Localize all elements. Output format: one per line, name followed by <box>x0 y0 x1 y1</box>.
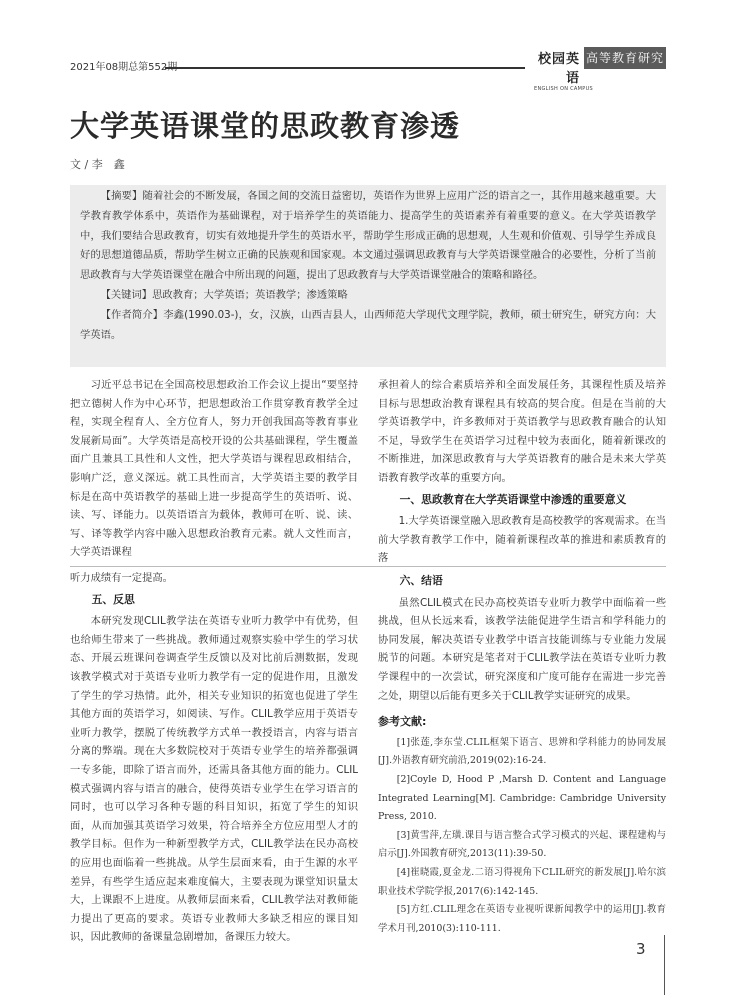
continued-text: 听力成绩有一定提高。 <box>70 572 173 584</box>
section-heading-5: 五、反思 <box>91 592 135 606</box>
abstract-keywords: 【关键词】思政教育；大学英语；英语教学；渗透策略 <box>100 288 348 301</box>
page-number: 3 <box>636 940 646 958</box>
intro-paragraph: 习近平总书记在全国高校思想政治工作会议上提出“要坚持把立德树人作为中心环节，把思想政治工作贯穿教育教学全过程，实现全程育人、全方位育人，努力开创我国高等教育事业发展新局面”。大学英语是高校开设的公共基础课程，学生覆盖面广且兼具工具性和人文性，把大学英语与课程思政相结合，影响广泛，意义深远。就工具性而言，大学英语主要的教学目标是在高中英语教学的基础上进一步提高学生的英语听、说、读、写、译能力。以英语语言为载体，教师可在听、说、读、写、译等教学内容中融入思想政治教育元素。就人文性而言，大学英语课程 <box>70 379 358 559</box>
section-label: 高等教育研究 <box>584 47 666 69</box>
reflection-paragraph: 本研究发现CLIL教学法在英语专业听力教学中有优势，但也给师生带来了一些挑战。教师通过观察实验中学生的学习状态、开展云班课问卷调查学生反馈以及对比前后测数据，发现该教学模式对于英语专业听力教学有一定的促进作用，且激发了学生的学习热情。此外，相关专业知识的拓宽也促进了学生其他方面的英语学习，如阅读、写作。CLIL教学应用于英语专业听力教学，摆脱了传统教学方式单一教授语言，内容与语言分离的弊端。现在大多数院校对于英语专业学生的培养都强调一专多能，即除了语言而外，还需具备其他方面的能力。CLIL模式强调内容与语言的融合，使得英语专业学生在学习语言的同时，也可以学习各种专题的科目知识，拓宽了学生的知识面，从而加强其英语学习效果，符合培养全方位应用型人才的教学目标。但作为一种新型教学方式，CLIL教学法在民办高校的应用也面临着一些挑战。从学生层面来看，由于生源的水平差异，有些学生适应起来难度偏大，主要表现为课堂知识量太大，上课跟不上进度。从教师层面来看，CLIL教学法对教师能力提出了更高的要求。英语专业教师大多缺乏相应的课目知识，因此教师的备课量急剧增加，备课压力较大。 <box>70 615 358 944</box>
reference-item: [4]崔晓霞,夏金龙.二语习得视角下CLIL研究的新发展[J].哈尔滨职业技术学院学报,2017(6):142-145. <box>378 866 666 897</box>
brand-name: 校园英语 <box>537 52 580 86</box>
upper-right-column <box>378 376 666 568</box>
intro-continued: 承担着人的综合素质培养和全面发展任务，其课程性质及培养目标与思想政治教育课程具有较高的契合度。但是在当前的大学英语教学中，许多教师对于英语教学与思政教育融合的认知不足，导致学生在英语学习过程中较为表面化，随着新课改的不断推进，加深思政教育与大学英语教育的融合是未来大学英语教育教学改革的重要方向。 <box>378 379 666 484</box>
upper-left-column <box>70 376 358 562</box>
reference-item: [1]张莲,李东莹.CLIL框架下语言、思辨和学科能力的协同发展[J].外语教育研究前沿,2019(02):16-24. <box>378 736 666 767</box>
footer-rule <box>664 935 665 995</box>
section-heading-6: 六、结语 <box>399 574 443 587</box>
article-title: 大学英语课堂的思政教育渗透 <box>70 109 461 143</box>
conclusion-paragraph: 虽然CLIL模式在民办高校英语专业听力教学中面临着一些挑战，但从长远来看，该教学法能促进学生语言和学科能力的协同发展，解决英语专业教学中语言技能训练与专业能力发展脱节的问题。本研究是笔者对于CLIL教学法在英语专业听力教学课程中的一次尝试，研究深度和广度可能存在需进一步完善之处，期望以后能有更多关于CLIL教学实证研究的成果。 <box>378 596 666 702</box>
issue-info: 2021年08期总第552期 <box>70 62 178 73</box>
lower-right-column <box>378 569 666 938</box>
author-bio: 【作者简介】李鑫(1990.03-)，女，汉族，山西吉县人，山西师范大学现代文理学院，教师，硕士研究生，研究方向：大学英语。 <box>80 308 656 341</box>
brand-subtitle: ENGLISH ON CAMPUS <box>534 86 593 92</box>
references-heading: 参考文献: <box>378 715 427 729</box>
abstract-summary: 【摘要】随着社会的不断发展，各国之间的交流日益密切，英语作为世界上应用广泛的语言之一，其作用越来越重要。大学教育教学体系中，英语作为基础课程，对于培养学生的英语能力、提高学生的英语素养有着重要的意义。在大学英语教学中，我们要结合思政教育，切实有效地提升学生的英语水平，帮助学生形成正确的思想观，人生观和价值观、引导学生养成良好的思想道德品质，帮助学生树立正确的民族观和国家观。本文通过强调思政教育与大学英语课堂融合的必要性，分析了当前思政教育与大学英语课堂在融合中所出现的问题，提出了思政教育与大学英语课堂融合的策略和路径。 <box>80 190 656 282</box>
abstract-box <box>70 185 666 367</box>
header-rule <box>165 67 525 69</box>
reference-item: [3]黄雪萍,左璜.课目与语言整合式学习模式的兴起、课程建构与启示[J].外国教育研究,2013(11):39-50. <box>378 829 666 860</box>
reference-item: [2]Coyle D, Hood P ,Marsh D. Content and Language Integrated Learning[M]. Cambridge: Cambridge University Press, 2010. <box>378 773 666 823</box>
section-1-paragraph: 1.大学英语课堂融入思政教育是高校教学的客观需求。在当前大学教育教学工作中，随着新课程改革的推进和素质教育的落 <box>378 515 666 565</box>
journal-brand <box>534 48 593 92</box>
page-divider <box>70 566 666 567</box>
article-byline: 文 / 李 鑫 <box>70 158 125 171</box>
section-heading-1: 一、思政教育在大学英语课堂中渗透的重要意义 <box>399 492 627 506</box>
lower-left-column <box>70 569 358 947</box>
reference-item: [5]方红.CLIL理念在英语专业视听课新闻教学中的运用[J].教育学术月刊,2010(3):110-111. <box>378 904 666 934</box>
